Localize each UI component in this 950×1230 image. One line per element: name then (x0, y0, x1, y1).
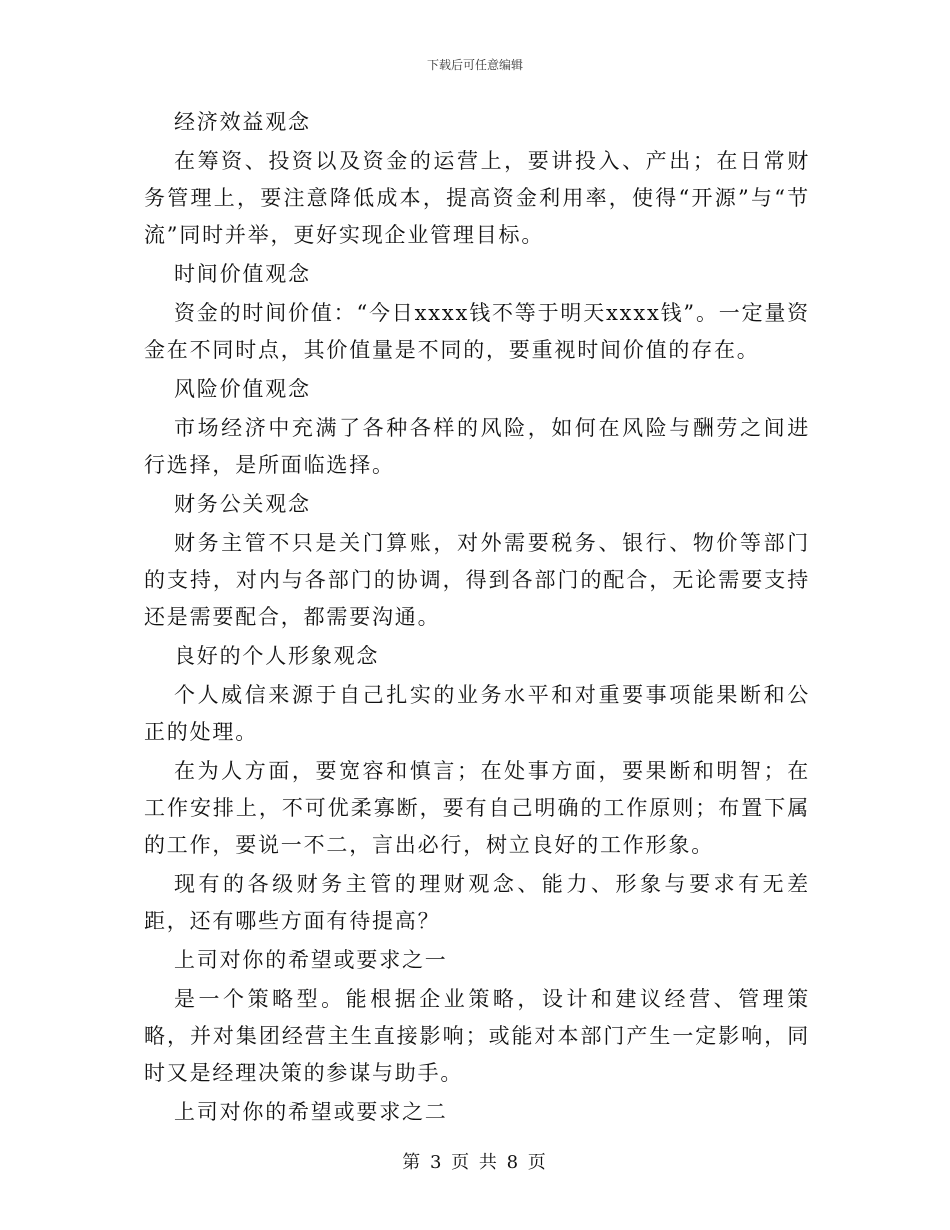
paragraph-financial-pr: 财务主管不只是关门算账，对外需要税务、银行、物价等部门的支持，对内与各部门的协调，得到各部门的配合，无论需要支持还是需要配合，都需要沟通。 (144, 531, 810, 629)
heading-time-value: 时间价值观念 (174, 262, 311, 286)
paragraph-gap-question: 现有的各级财务主管的理财观念、能力、形象与要求有无差距，还有哪些方面有待提高？ (144, 872, 810, 933)
document-body (144, 104, 810, 1131)
heading-expectation-1: 上司对你的希望或要求之一 (174, 948, 448, 972)
heading-personal-image: 良好的个人形象观念 (174, 644, 380, 668)
paragraph-economic-benefit: 在筹资、投资以及资金的运营上，要讲投入、产出；在日常财务管理上，要注意降低成本，提高资金利用率，使得“开源”与“节流”同时并举，更好实现企业管理目标。 (144, 149, 810, 247)
heading-economic-benefit: 经济效益观念 (174, 110, 311, 134)
page-header: 下载后可任意编辑 (426, 58, 523, 72)
paragraph-time-value: 资金的时间价值：“今日xxxx钱不等于明天xxxx钱”。一定量资金在不同时点，其价值量是不同的，要重视时间价值的存在。 (144, 301, 810, 362)
heading-financial-pr: 财务公关观念 (174, 492, 311, 516)
page-footer: 第 3 页 共 8 页 (402, 1152, 548, 1173)
heading-risk-value: 风险价值观念 (174, 377, 311, 401)
paragraph-risk-value: 市场经济中充满了各种各样的风险，如何在风险与酬劳之间进行选择，是所面临选择。 (144, 416, 810, 477)
paragraph-personal-image-2: 在为人方面，要宽容和慎言；在处事方面，要果断和明智；在工作安排上，不可优柔寡断，要有自己明确的工作原则；布置下属的工作，要说一不二，言出必行，树立良好的工作形象。 (144, 759, 810, 857)
paragraph-personal-image-1: 个人威信来源于自己扎实的业务水平和对重要事项能果断和公正的处理。 (144, 683, 810, 744)
heading-expectation-2: 上司对你的希望或要求之二 (174, 1100, 448, 1124)
paragraph-expectation-1: 是一个策略型。能根据企业策略，设计和建议经营、管理策略，并对集团经营主生直接影响；或能对本部门产生一定影响，同时又是经理决策的参谋与助手。 (144, 987, 810, 1085)
